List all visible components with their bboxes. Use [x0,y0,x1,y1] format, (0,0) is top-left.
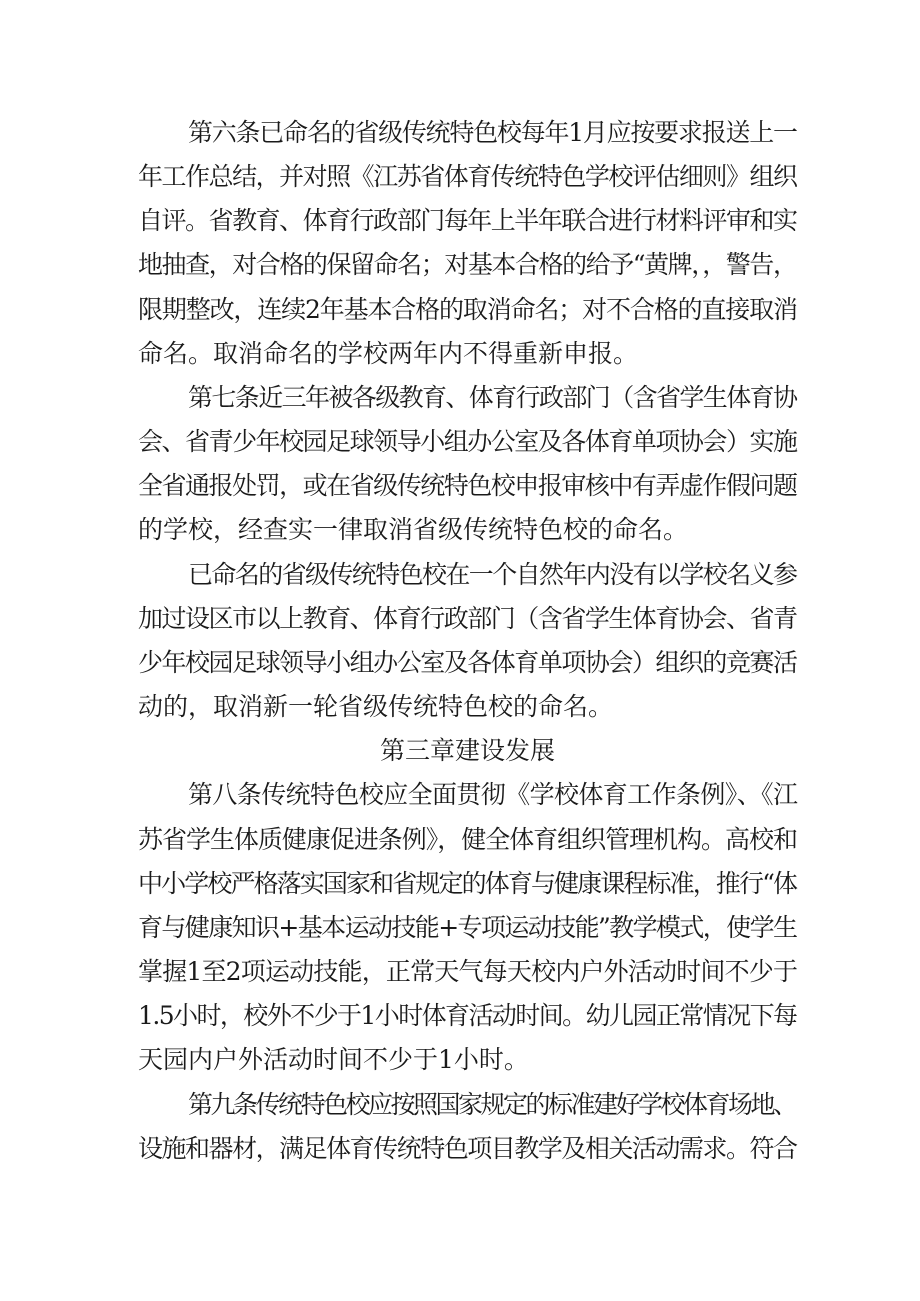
text-line: 第九条传统特色校应按照国家规定的标准建好学校体育场地、 [188,1090,796,1119]
text-line: 动的，取消新一轮省级传统特色校的命名。 [138,692,614,721]
text-line: 第六条已命名的省级传统特色校每年1月应按要求报送上一 [188,118,797,147]
text-line: 1.5小时，校外不少于1小时体育活动时间。幼儿园正常情况下每 [138,1001,797,1030]
text-line: 已命名的省级传统特色校在一个自然年内没有以学校名义参 [188,560,797,589]
text-line: 掌握1至2项运动技能，正常天气每天校内户外活动时间不少于 [138,957,798,986]
text-line: 会、省青少年校园足球领导小组办公室及各体育单项协会）实施 [138,427,797,456]
text-line: 育与健康知识+基本运动技能+专项运动技能”教学模式，使学生 [138,913,797,942]
text-line: 地抽查，对合格的保留命名；对基本合格的给予“黄牌，，警告， [138,250,797,279]
text-line: 第八条传统特色校应全面贯彻《学校体育工作条例》、《江 [188,780,798,809]
text-line: 限期整改，连续2年基本合格的取消命名；对不合格的直接取消 [138,295,797,324]
text-line: 命名。取消命名的学校两年内不得重新申报。 [138,339,639,368]
text-line: 设施和器材，满足体育传统特色项目教学及相关活动需求。符合 [138,1134,797,1163]
text-line: 苏省学生体质健康促进条例》，健全体育组织管理机构。高校和 [138,825,797,854]
chapter-heading: 第三章建设发展 [380,736,556,765]
text-line: 第七条近三年被各级教育、体育行政部门（含省学生体育协 [188,383,797,412]
text-line: 自评。省教育、体育行政部门每年上半年联合进行材料评审和实 [138,206,797,235]
text-line: 天园内户外活动时间不少于1小时。 [138,1045,529,1074]
text-line: 全省通报处罚，或在省级传统特色校申报审核中有弄虚作假问题 [138,471,797,500]
text-line: 年工作总结，并对照《江苏省体育传统特色学校评估细则》组织 [138,162,797,191]
text-line: 的学校，经查实一律取消省级传统特色校的命名。 [138,515,689,544]
text-line: 中小学校严格落实国家和省规定的体育与健康课程标准，推行“体 [138,869,797,898]
text-line: 少年校园足球领导小组办公室及各体育单项协会）组织的竞赛活 [138,648,797,677]
text-line: 加过设区市以上教育、体育行政部门（含省学生体育协会、省青 [138,604,797,633]
